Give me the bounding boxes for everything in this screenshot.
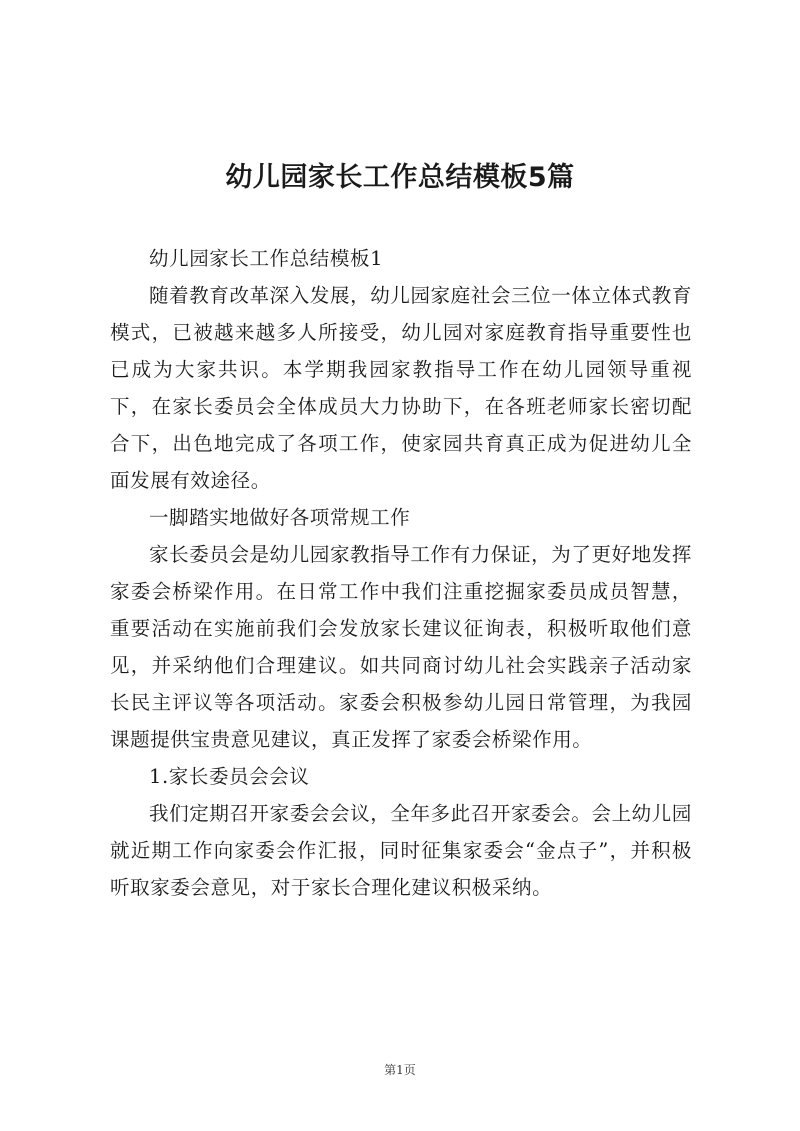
body-paragraph: 随着教育改革深入发展，幼儿园家庭社会三位一体立体式教育模式，已被越来越多人所接受，幼儿园对家庭教育指导重要性也已成为大家共识。本学期我园家教指导工作在幼儿园领导重视下，在家长委员会全体成员大力协助下，在各班老师家长密切配合下，出色地完成了各项工作，使家园共育真正成为促进幼儿全面发展有效途径。 [110, 284, 692, 492]
subsection-heading: 1.家长委员会会议 [149, 765, 310, 788]
document-body [110, 240, 692, 906]
body-paragraph: 我们定期召开家委会会议，全年多此召开家委会。会上幼儿园就近期工作向家委会作汇报，同时征集家委会“金点子”，并积极听取家委会意见，对于家长合理化建议积极采纳。 [110, 802, 692, 899]
body-paragraph: 家长委员会是幼儿园家教指导工作有力保证，为了更好地发挥家委会桥梁作用。在日常工作中我们注重挖掘家委员成员智慧，重要活动在实施前我们会发放家长建议征询表，积极听取他们意见，并采纳他们合理建议。如共同商讨幼儿社会实践亲子活动家长民主评议等各项活动。家委会积极参幼儿园日常管理，为我园课题提供宝贵意见建议，真正发挥了家委会桥梁作用。 [110, 543, 692, 751]
section-heading: 幼儿园家长工作总结模板1 [149, 247, 384, 270]
section-heading: 一脚踏实地做好各项常规工作 [149, 506, 411, 529]
page-number: 第1页 [384, 1063, 416, 1077]
document-title: 幼儿园家长工作总结模板5篇 [225, 162, 575, 193]
